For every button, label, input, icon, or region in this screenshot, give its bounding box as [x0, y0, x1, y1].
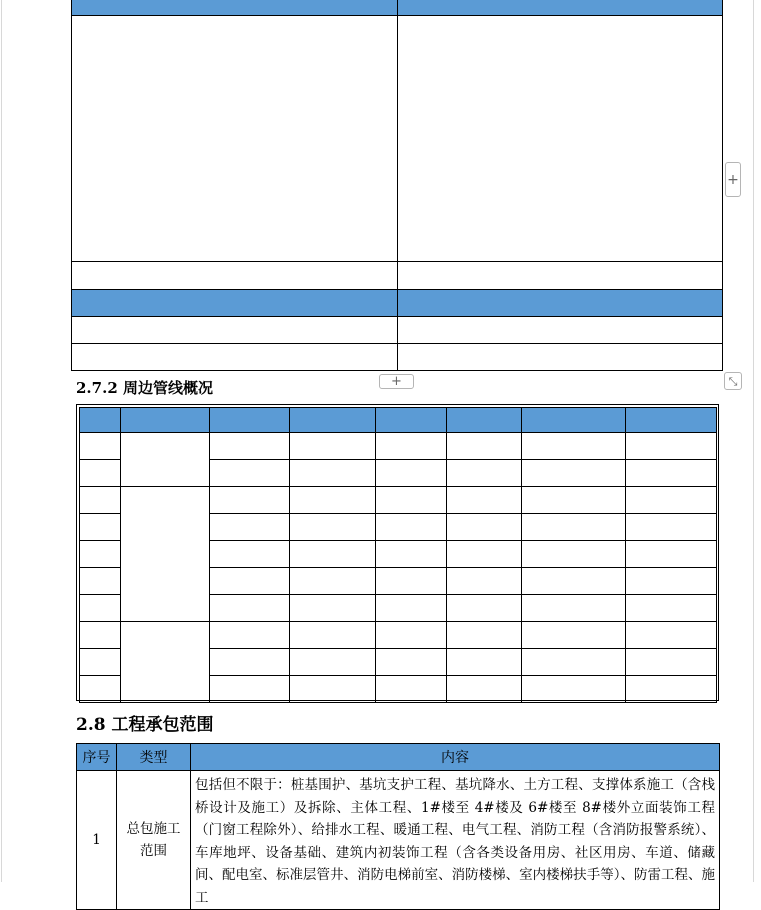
- table-cell[interactable]: [626, 595, 717, 622]
- table-cell[interactable]: [522, 460, 626, 487]
- table-cell[interactable]: [522, 433, 626, 460]
- table-cell[interactable]: [210, 595, 290, 622]
- table-cell[interactable]: [626, 460, 717, 487]
- table-resize-handle[interactable]: [724, 372, 742, 390]
- table-cell[interactable]: [290, 595, 376, 622]
- table-cell[interactable]: [290, 649, 376, 676]
- table-cell[interactable]: [80, 433, 121, 460]
- table-cell[interactable]: [80, 487, 121, 514]
- column-header-type[interactable]: 类型: [117, 744, 191, 771]
- table-cell[interactable]: [290, 460, 376, 487]
- table-cell[interactable]: [376, 595, 447, 622]
- table-cell[interactable]: [522, 622, 626, 649]
- table-row: [72, 262, 723, 290]
- table-header-row: [72, 290, 723, 317]
- table-cell[interactable]: [522, 649, 626, 676]
- table-cell[interactable]: [522, 595, 626, 622]
- type-cell[interactable]: [117, 771, 191, 910]
- table-cell[interactable]: [376, 408, 447, 433]
- table-row: [72, 16, 723, 262]
- table-cell[interactable]: [626, 541, 717, 568]
- table-cell[interactable]: [398, 344, 723, 371]
- plus-icon: +: [391, 374, 402, 389]
- pipeline-table-frame: [76, 404, 719, 701]
- table-cell[interactable]: [210, 568, 290, 595]
- table-row: [80, 487, 717, 514]
- table-cell[interactable]: [626, 433, 717, 460]
- table-cell[interactable]: [447, 460, 522, 487]
- table-cell[interactable]: [290, 487, 376, 514]
- scope-table: [76, 743, 720, 910]
- page-right-edge: [753, 0, 754, 882]
- table-cell[interactable]: [72, 344, 398, 371]
- section-heading-2-7-2: 2.7.2 周边管线概况: [76, 379, 213, 397]
- table-cell[interactable]: [626, 622, 717, 649]
- table-cell[interactable]: [121, 487, 210, 622]
- table-cell[interactable]: [376, 487, 447, 514]
- table-cell[interactable]: [447, 622, 522, 649]
- table-cell[interactable]: [447, 595, 522, 622]
- table-cell[interactable]: [290, 622, 376, 649]
- table-cell[interactable]: [290, 568, 376, 595]
- table-cell[interactable]: [398, 262, 723, 290]
- table-cell[interactable]: [376, 676, 447, 703]
- table-cell[interactable]: [80, 568, 121, 595]
- table-cell[interactable]: [72, 317, 398, 344]
- table-cell[interactable]: [210, 676, 290, 703]
- table-cell[interactable]: [447, 649, 522, 676]
- table-cell[interactable]: [290, 433, 376, 460]
- column-header-content[interactable]: 内容: [191, 744, 720, 771]
- table-row: [77, 771, 720, 910]
- table-cell[interactable]: [447, 408, 522, 433]
- table-cell[interactable]: [290, 676, 376, 703]
- plus-icon: +: [727, 171, 739, 188]
- table-cell[interactable]: [626, 487, 717, 514]
- content-text: 包括但不限于：桩基围护、基坑支护工程、基坑降水、土方工程、支撑体系施工（含栈桥设计及施工）及拆除、主体工程、1#楼至 4#楼及 6#楼至 8#楼外立面装饰工程（门窗工程除外）、给排水工程、暖通工程、电气工程、消防工程（含消防报警系统）、车库地坪、设备基础、建筑内初装饰工程（含各类设备用房、社区用房、车道、储藏间、配电室、标准层管井、消防电梯前室、消防楼梯、室内楼梯扶手等）、防雷工程、施工: [195, 777, 715, 906]
- table-cell[interactable]: [210, 487, 290, 514]
- table-cell[interactable]: [447, 514, 522, 541]
- table-cell[interactable]: [80, 408, 121, 433]
- table-cell[interactable]: [626, 676, 717, 703]
- type-line: 总包施工: [126, 821, 181, 837]
- type-line: 范围: [140, 843, 167, 859]
- table-cell[interactable]: [210, 541, 290, 568]
- table-row: [80, 433, 717, 460]
- table-cell[interactable]: [210, 514, 290, 541]
- table-cell[interactable]: [376, 541, 447, 568]
- table-cell[interactable]: [80, 649, 121, 676]
- column-header-seq[interactable]: 序号: [77, 744, 117, 771]
- table-cell[interactable]: [398, 0, 723, 16]
- table-cell[interactable]: [80, 541, 121, 568]
- table-cell[interactable]: [447, 541, 522, 568]
- table-cell[interactable]: [72, 262, 398, 290]
- table-cell[interactable]: [626, 514, 717, 541]
- table-cell[interactable]: [447, 676, 522, 703]
- table-cell[interactable]: [376, 622, 447, 649]
- table-cell[interactable]: [522, 541, 626, 568]
- table-cell[interactable]: [447, 487, 522, 514]
- table-cell[interactable]: [376, 433, 447, 460]
- table-cell[interactable]: [626, 568, 717, 595]
- table-row: [72, 317, 723, 344]
- table-cell[interactable]: [80, 622, 121, 649]
- table-cell[interactable]: [290, 514, 376, 541]
- resize-icon: ⤡: [728, 374, 738, 388]
- table-cell[interactable]: [398, 16, 723, 262]
- table-cell[interactable]: [210, 408, 290, 433]
- table-cell[interactable]: [376, 649, 447, 676]
- table-header-row: [77, 744, 720, 771]
- seq-cell[interactable]: 1: [77, 771, 117, 910]
- table-row: [72, 344, 723, 371]
- table-cell[interactable]: [398, 317, 723, 344]
- table-cell[interactable]: [376, 568, 447, 595]
- table-cell[interactable]: [72, 290, 398, 317]
- table-cell[interactable]: [80, 514, 121, 541]
- table-header-row: [80, 408, 717, 433]
- add-row-button[interactable]: [379, 374, 414, 389]
- table-cell[interactable]: [72, 16, 398, 262]
- table-cell[interactable]: [80, 595, 121, 622]
- table-cell[interactable]: [522, 676, 626, 703]
- table-cell[interactable]: [210, 649, 290, 676]
- table-header-row: [72, 0, 723, 16]
- table-cell[interactable]: [447, 568, 522, 595]
- table-cell[interactable]: [376, 460, 447, 487]
- page-left-edge: [1, 0, 2, 882]
- table-cell[interactable]: [80, 460, 121, 487]
- section-heading-2-8: 2.8 工程承包范围: [76, 715, 214, 735]
- table-cell[interactable]: [447, 433, 522, 460]
- table-cell[interactable]: [290, 541, 376, 568]
- table-cell[interactable]: [522, 408, 626, 433]
- table-cell[interactable]: [210, 460, 290, 487]
- table-cell[interactable]: [522, 568, 626, 595]
- content-cell[interactable]: [191, 771, 720, 910]
- table-row: [80, 622, 717, 649]
- table-cell[interactable]: [210, 433, 290, 460]
- table-cell[interactable]: [121, 433, 210, 487]
- pipeline-table: [79, 407, 717, 703]
- table-cell[interactable]: [522, 514, 626, 541]
- add-column-button[interactable]: [725, 162, 741, 197]
- table-cell[interactable]: [80, 676, 121, 703]
- table-cell[interactable]: [290, 408, 376, 433]
- table-cell[interactable]: [121, 408, 210, 433]
- table-cell[interactable]: [210, 622, 290, 649]
- table-cell[interactable]: [376, 514, 447, 541]
- site-overview-table: [71, 0, 723, 371]
- table-cell[interactable]: [121, 622, 210, 703]
- table-cell[interactable]: [626, 408, 717, 433]
- table-cell[interactable]: [72, 0, 398, 16]
- table-cell[interactable]: [522, 487, 626, 514]
- table-cell[interactable]: [626, 649, 717, 676]
- table-cell[interactable]: [398, 290, 723, 317]
